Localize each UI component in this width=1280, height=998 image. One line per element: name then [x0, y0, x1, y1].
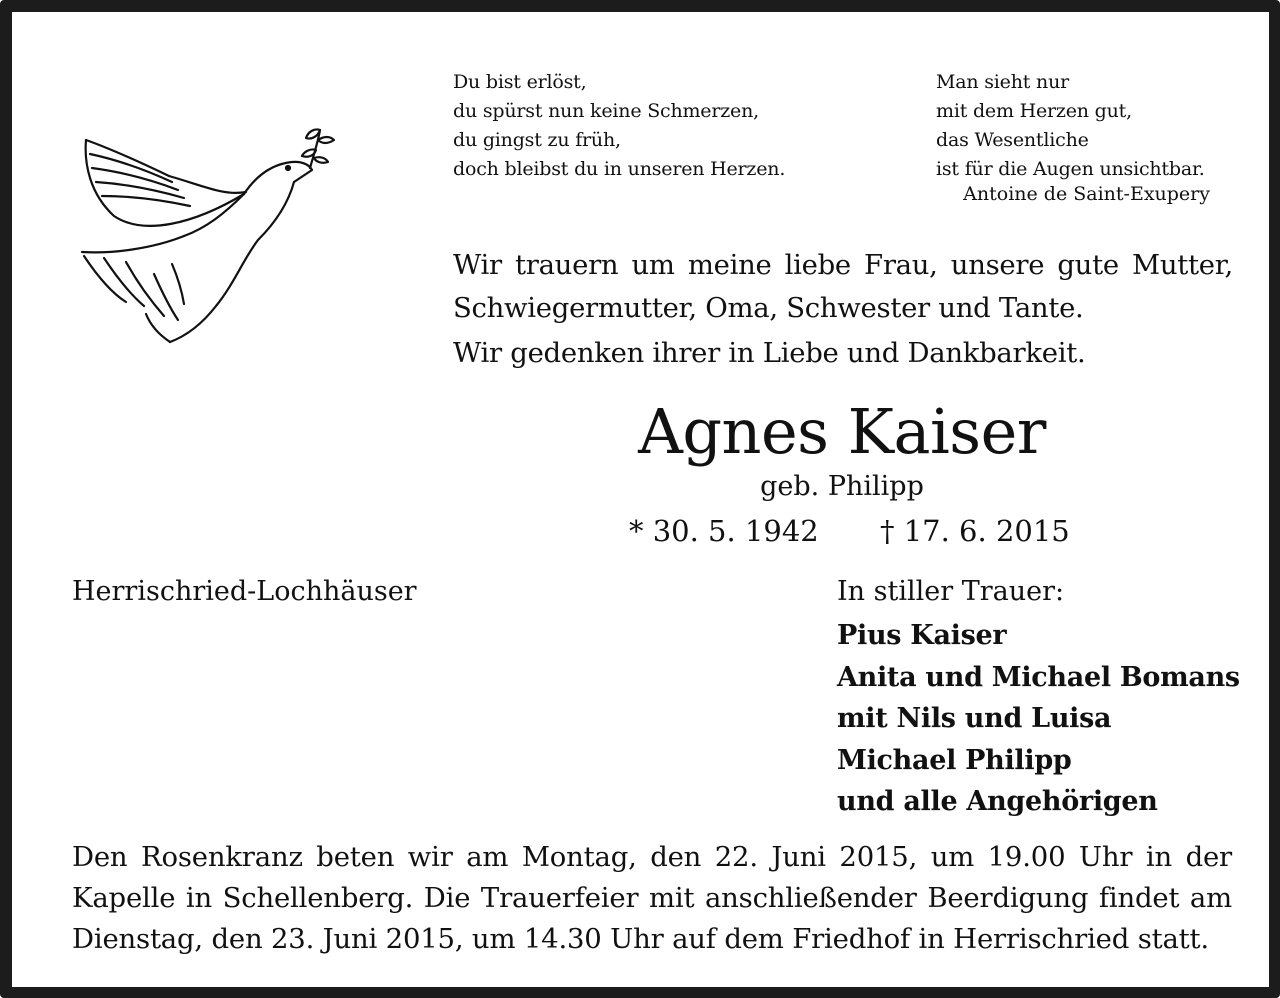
poem-right: [936, 68, 1205, 184]
poem-author: Antoine de Saint-Exupery: [963, 183, 1210, 205]
poem-line: doch bleibst du in unseren Herzen.: [453, 158, 786, 180]
deceased-name: Agnes Kaiser: [638, 395, 1046, 468]
intro-line: Wir gedenken ihrer in Liebe und Dankbarkeit.: [453, 337, 1086, 369]
dove-icon: [74, 124, 364, 349]
poem-line: Du bist erlöst,: [453, 71, 587, 93]
birth-date: * 30. 5. 1942: [629, 514, 819, 548]
birth-name: geb. Philipp: [760, 471, 924, 502]
poem-line: das Wesentliche: [936, 129, 1089, 151]
service-details: [72, 837, 1232, 960]
poem-line: ist für die Augen unsichtbar.: [936, 158, 1205, 180]
intro-line: Schwiegermutter, Oma, Schwester und Tante.: [453, 292, 1084, 324]
poem-line: Man sieht nur: [936, 71, 1069, 93]
closing-line: Den Rosenkranz beten wir am Montag, den 22. Juni 2015, um 19.00 Uhr in der: [72, 841, 1232, 873]
intro-line: Wir trauern um meine liebe Frau, unsere gute Mutter,: [453, 249, 1233, 281]
mourner: Pius Kaiser: [837, 620, 1007, 651]
death-date: † 17. 6. 2015: [880, 514, 1070, 548]
mourner: Michael Philipp: [837, 744, 1072, 776]
mourner: und alle Angehörigen: [837, 786, 1158, 817]
place: Herrischried-Lochhäuser: [72, 576, 417, 607]
mourning-label: In stiller Trauer:: [837, 576, 1065, 607]
mourner: Anita und Michael Bomans: [837, 661, 1240, 693]
intro-text: [453, 244, 1233, 375]
poem-left: [453, 68, 785, 184]
closing-line: Kapelle in Schellenberg. Die Trauerfeier mit anschließender Beerdigung findet am: [72, 882, 1232, 914]
poem-line: du gingst zu früh,: [453, 129, 621, 151]
poem-line: mit dem Herzen gut,: [936, 100, 1132, 122]
mourner: mit Nils und Luisa: [837, 703, 1112, 734]
poem-line: du spürst nun keine Schmerzen,: [453, 100, 759, 122]
mourners-list: [837, 615, 1240, 823]
closing-line: Dienstag, den 23. Juni 2015, um 14.30 Uhr auf dem Friedhof in Herrischried statt.: [72, 923, 1209, 955]
